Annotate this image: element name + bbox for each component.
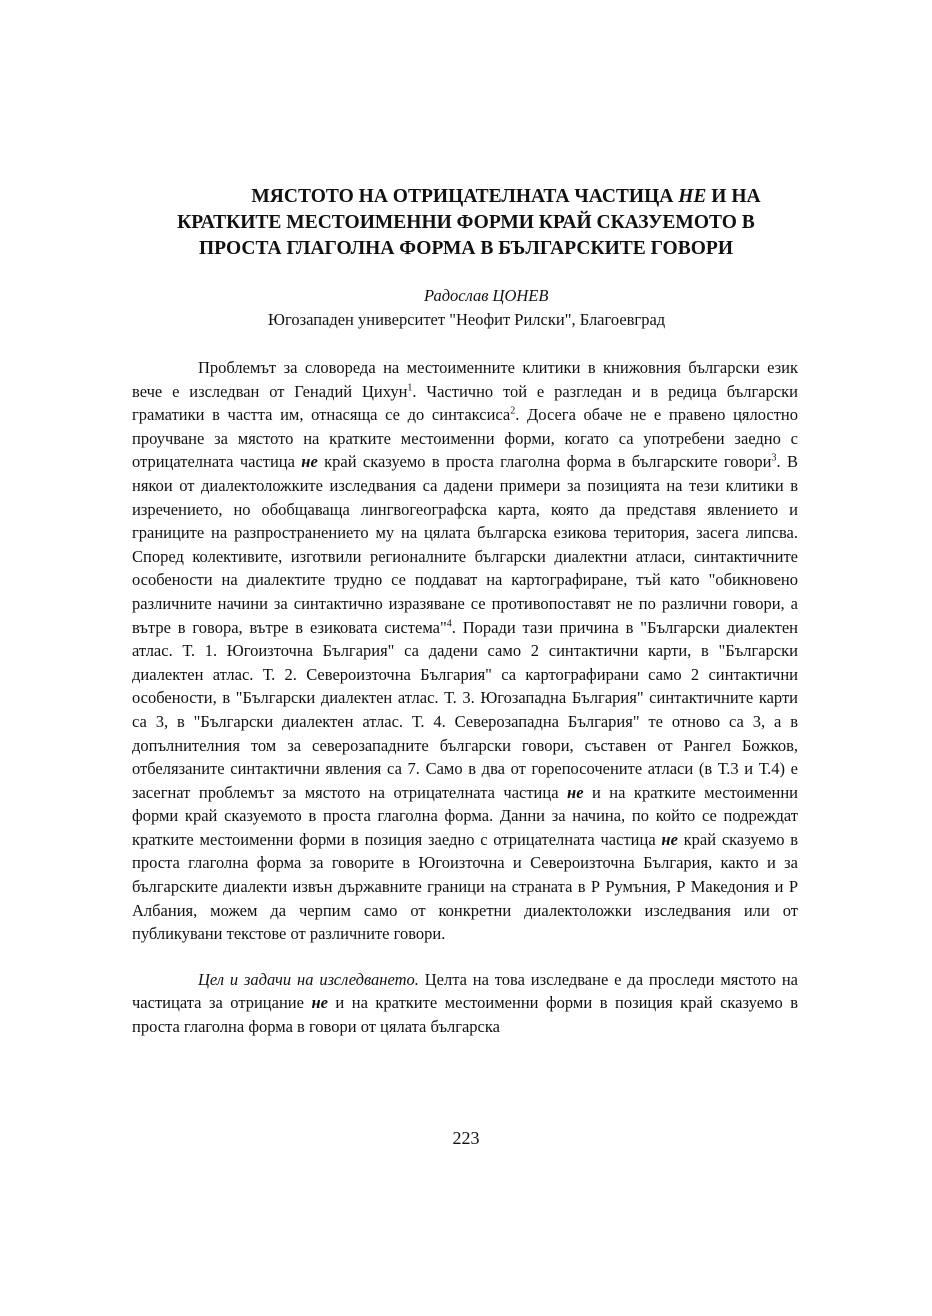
p1-text-5: . В някои от диалектоложките изследвания са дадени примери за позицията на тези клитики в изречението, но обобщаваща лингвогеографска карта, която да представя явлението и границите на разпространението му на цялата българска езикова територия, засега липсва. Според колективите, изготвили регионалните български диалектни атласи, синтактичните особености на диалектите трудно се поддават на картографиране, тъй като "обикновено различните начини за синтактично изразяване се противопоставят не по различни говори, а вътре в говора, вътре в езиковата система": [132, 452, 798, 637]
p2-text-2: и на кратките местоименни форми в позиция край сказуемо в проста глаголна форма в говори от цялата българска: [132, 993, 799, 1037]
page-number: 223: [452, 1128, 480, 1148]
footnote-ref-3: 3: [771, 452, 777, 464]
footnote-ref-2: 2: [510, 405, 516, 417]
author-affiliation: Югозападен университет "Неофит Рилски", Благоевград: [268, 310, 666, 329]
p1-text-3: . Досега обаче не е правено цялостно проучване за мястото на кратките местоименни форми, когато са употребени заедно с отрицателната частица: [132, 405, 798, 472]
title-line-1: [130, 184, 802, 210]
footnote-ref-1: 1: [407, 382, 413, 394]
title-line-1-text-b: И НА: [706, 186, 761, 207]
paragraph-1: [132, 356, 798, 946]
body-text: [132, 356, 798, 1039]
author-name: Радослав ЦОНЕВ: [424, 286, 549, 305]
title-line-3: ПРОСТА ГЛАГОЛНА ФОРМА В БЪЛГАРСКИТЕ ГОВОРИ: [199, 238, 733, 259]
p1-text-8: край сказуемо в проста глаголна форма за говорите в Югоизточна и Североизточна България, както и за българските диалекти извън държавните граници на страната в Р Румъния, Р Македония и Р Албания, можем да черпим само от конкретни диалектоложки изследвания или от публикувани текстове от различните говори.: [132, 829, 798, 944]
title-line-2: КРАТКИТЕ МЕСТОИМЕННИ ФОРМИ КРАЙ СКАЗУЕМОТО В: [177, 212, 755, 233]
paragraph-2: [132, 968, 798, 1039]
p2-emphasis-1: не: [311, 993, 328, 1013]
p1-emphasis-2: не: [567, 782, 584, 802]
p2-text-1: Целта на това изследване е да проследи мястото на частицата за отрицание: [132, 969, 798, 1013]
p1-text-7: и на кратките местоименни форми край сказуемото в проста глаголна форма. Данни за начина, по който се подреждат кратките местоименни форми в позиция заедно с отрицателната частица: [132, 782, 798, 849]
p1-emphasis-1: не: [301, 452, 318, 472]
title-line-1-text-a: МЯСТОТО НА ОТРИЦАТЕЛНАТА ЧАСТИЦА: [251, 186, 679, 207]
paper-title: [130, 184, 802, 262]
p1-emphasis-3: не: [661, 829, 678, 849]
section-lead: Цел и задачи на изследването.: [198, 969, 419, 989]
p1-text-1: Проблемът за словореда на местоименните клитики в книжовния български език вече е изследван от Генадий Цихун: [132, 358, 798, 401]
p1-text-2: . Частично той е разгледан и в редица български граматики в частта им, отнасяща се до синтаксиса: [132, 381, 798, 425]
title-line-1-italic: НЕ: [678, 186, 707, 207]
p1-text-6: . Поради тази причина в "Български диалектен атлас. Т. 1. Югоизточна България" са дадени само 2 синтактични карти, в "Български диалектен атлас. Т. 2. Североизточна България" са картографирани само 2 синтактични особености, в "Български диалектен атлас. Т. 3. Югозападна България" синтактичните карти са 3, в "Български диалектен атлас. Т. 4. Северозападна България" те отново са 3, а в допълнителния том за северозападните български говори, съставен от Рангел Божков, отбелязаните синтактични явления са 7. Само в два от горепосочените атласи (в Т.3 и Т.4) е засегнат проблемът за мястото на отрицателната частица: [132, 617, 799, 802]
footnote-ref-4: 4: [446, 618, 452, 630]
p1-text-4: край сказуемо в проста глаголна форма в българските говори: [317, 452, 772, 472]
